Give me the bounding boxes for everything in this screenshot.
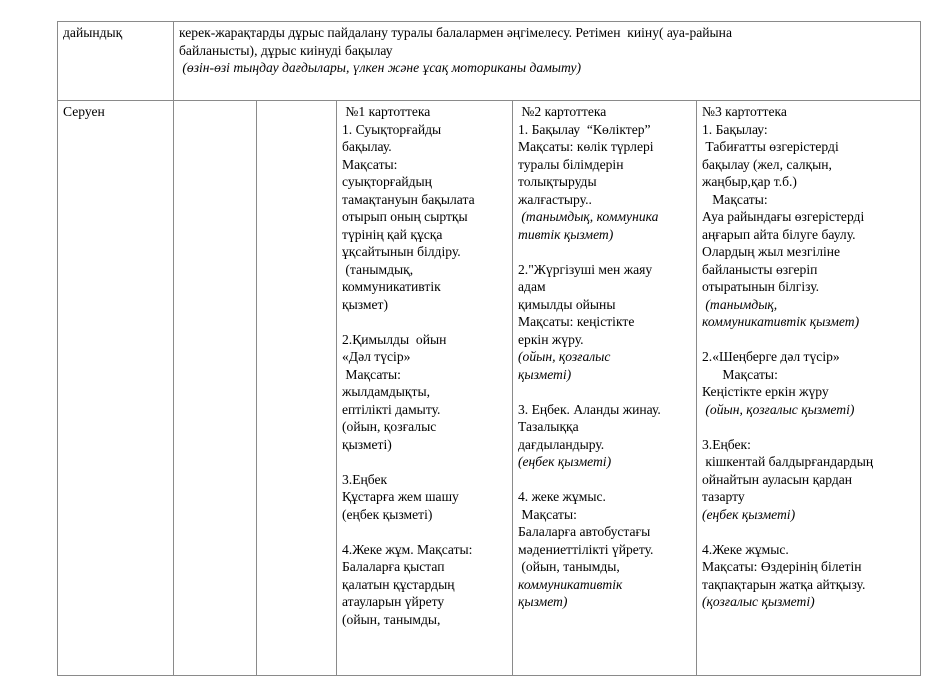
card-file-1-line: Балаларға қыстап xyxy=(342,559,445,574)
card-file-1-line: (танымдық, xyxy=(342,261,414,277)
card-file-3-line: тазарту xyxy=(702,489,745,504)
card-file-2-line: коммуникативтік xyxy=(518,576,623,592)
card-file-3-line: аңғарып айта білуге баулу. xyxy=(702,226,856,242)
card-file-3-line: Мақсаты: xyxy=(702,366,778,382)
card-file-2-line: (танымдық, коммуника xyxy=(518,209,659,224)
card-file-3-line: Мақсаты: Өздерінің білетін xyxy=(702,559,862,574)
card-file-2-line: туралы білімдерін xyxy=(518,156,624,172)
card-file-1-line: 1. Суықторғайды xyxy=(342,121,442,137)
card-file-1-spacer xyxy=(342,523,508,541)
plan-table xyxy=(57,21,921,676)
card-file-1-line: отырып оның сыртқы xyxy=(342,209,468,224)
card-file-3-line: Мақсаты: xyxy=(702,191,768,207)
card-file-1-line: 2.Қимылды ойын xyxy=(342,331,447,347)
card-file-2-line: адам xyxy=(518,279,546,294)
card-file-3 xyxy=(697,101,921,676)
table-row-preparation xyxy=(58,22,921,101)
card-file-3-line: Табиғатты өзгерістерді xyxy=(702,139,839,154)
card-file-3-line: жаңбыр,қар т.б.) xyxy=(702,174,797,189)
preparation-description xyxy=(174,22,921,101)
card-file-2-line: 3. Еңбек. Аланды жинау. xyxy=(518,401,661,417)
card-file-2-line: толықтыруды xyxy=(518,174,597,189)
card-file-2-line: Тазалыққа xyxy=(518,419,579,434)
card-file-2-line: Мақсаты: кеңістікте xyxy=(518,314,635,329)
card-file-2-spacer xyxy=(518,383,692,401)
card-file-3-line: 2.«Шеңберге дәл түсір» xyxy=(702,349,840,364)
card-file-2-line: еркін жүру. xyxy=(518,331,584,347)
card-file-1-line: атауларын үйрету xyxy=(342,594,445,609)
card-file-1 xyxy=(337,101,513,676)
card-file-2-line: қызмет) xyxy=(518,594,568,609)
preparation-skills-note: (өзін-өзі тыңдау дағдылары, үлкен және ұсақ моториканы дамыту) xyxy=(179,60,582,75)
card-file-3-line: (танымдық, xyxy=(702,296,778,312)
card-file-2-line: Балаларға автобустағы xyxy=(518,524,651,539)
card-file-3-line: бақылау (жел, салқын, xyxy=(702,156,832,172)
card-file-2-line: қызметі) xyxy=(518,366,572,382)
card-file-3-line: (ойын, қозғалыс қызметі) xyxy=(702,401,855,417)
card-file-2-line: қимылды ойыны xyxy=(518,296,616,312)
card-file-1-spacer xyxy=(342,453,508,471)
card-file-3-line: Олардың жыл мезгіліне xyxy=(702,244,841,259)
card-file-3-line: Ауа райындағы өзгерістерді xyxy=(702,209,865,224)
card-file-1-line: түрінің қай құсқа xyxy=(342,226,443,242)
card-file-2-line: 1. Бақылау “Көліктер” xyxy=(518,121,651,137)
card-file-1-line: (ойын, қозғалыс xyxy=(342,419,437,434)
card-file-3-line: коммуникативтік қызмет) xyxy=(702,314,860,329)
preparation-text-line-1: керек-жарақтарды дұрыс пайдалану туралы балалармен әңгімелесу. Ретімен киіну( ауа-райына xyxy=(179,25,732,40)
card-file-1-line: 4.Жеке жұм. Мақсаты: xyxy=(342,541,473,557)
card-file-1-line: ұқсайтынын білдіру. xyxy=(342,244,461,259)
card-file-1-line: қалатын құстардың xyxy=(342,576,455,592)
card-file-1-line: Құстарға жем шашу xyxy=(342,489,459,504)
card-file-2-line: Мақсаты: xyxy=(518,506,577,522)
card-file-3-line: 3.Еңбек: xyxy=(702,436,751,452)
card-file-2-line: тивтік қызмет) xyxy=(518,226,614,242)
card-file-3-line: (қозғалыс қызметі) xyxy=(702,594,815,609)
row-label-walk: Серуен xyxy=(58,101,174,676)
card-file-3-spacer xyxy=(702,523,916,541)
empty-cell-2 xyxy=(257,101,337,676)
card-file-1-line: (еңбек қызметі) xyxy=(342,506,433,522)
card-file-2-line: (еңбек қызметі) xyxy=(518,454,612,469)
card-file-2-line: 2."Жүргізуші мен жаяу xyxy=(518,261,653,277)
card-file-1-line: 3.Еңбек xyxy=(342,471,388,487)
card-file-2-spacer xyxy=(518,243,692,261)
card-file-2-line: мәдениеттілікті үйрету. xyxy=(518,541,654,557)
card-file-3-line: 1. Бақылау: xyxy=(702,121,768,137)
card-file-2-line: №2 картоттека xyxy=(518,104,607,119)
card-file-2-line: 4. жеке жұмыс. xyxy=(518,489,606,504)
card-file-1-line: Мақсаты: xyxy=(342,366,401,382)
card-file-1-line: бақылау. xyxy=(342,139,392,154)
card-file-3-line: (еңбек қызметі) xyxy=(702,506,796,522)
card-file-1-line: №1 картоттека xyxy=(342,104,431,119)
card-file-1-spacer xyxy=(342,313,508,331)
card-file-2-spacer xyxy=(518,471,692,489)
card-file-3-line: ойнайтын ауласын қардан xyxy=(702,471,853,487)
card-file-1-line: суықторғайдың xyxy=(342,174,432,189)
card-file-3-line: 4.Жеке жұмыс. xyxy=(702,541,789,557)
card-file-3-line: отыратынын білгізу. xyxy=(702,279,820,294)
card-file-1-line: қызметі) xyxy=(342,436,392,452)
card-file-1-line: «Дәл түсір» xyxy=(342,349,411,364)
card-file-2-line: (ойын, қозғалыс xyxy=(518,349,611,364)
card-file-3-spacer xyxy=(702,331,916,349)
card-file-2 xyxy=(513,101,697,676)
card-file-2-line: Мақсаты: көлік түрлері xyxy=(518,139,654,154)
card-file-1-line: қызмет) xyxy=(342,296,389,312)
card-file-2-line: (ойын, танымды, xyxy=(518,559,620,574)
card-file-1-line: коммуникативтік xyxy=(342,279,441,294)
card-file-3-line: кішкентай балдырғандардың xyxy=(702,454,874,469)
card-file-2-line: дағдыландыру. xyxy=(518,436,605,452)
card-file-3-line: №3 картоттека xyxy=(702,104,787,119)
card-file-1-line: (ойын, танымды, xyxy=(342,611,441,627)
card-file-2-line: жалғастыру.. xyxy=(518,191,592,207)
card-file-1-line: ептілікті дамыту. xyxy=(342,401,441,417)
card-file-1-line: тамақтануын бақылата xyxy=(342,191,475,207)
card-file-3-line: тақпақтарын жатқа айтқызу. xyxy=(702,576,866,592)
card-file-1-line: Мақсаты: xyxy=(342,156,398,172)
card-file-3-spacer xyxy=(702,418,916,436)
card-file-3-line: байланысты өзгеріп xyxy=(702,261,818,277)
card-file-1-line: жылдамдықты, xyxy=(342,384,430,399)
preparation-text-line-2: байланысты), дұрыс киінуді бақылау xyxy=(179,42,393,58)
row-label-preparation: дайындық xyxy=(58,22,174,101)
card-file-3-line: Кеңістікте еркін жүру xyxy=(702,384,829,399)
table-row-walk xyxy=(58,101,921,676)
empty-cell-1 xyxy=(174,101,257,676)
